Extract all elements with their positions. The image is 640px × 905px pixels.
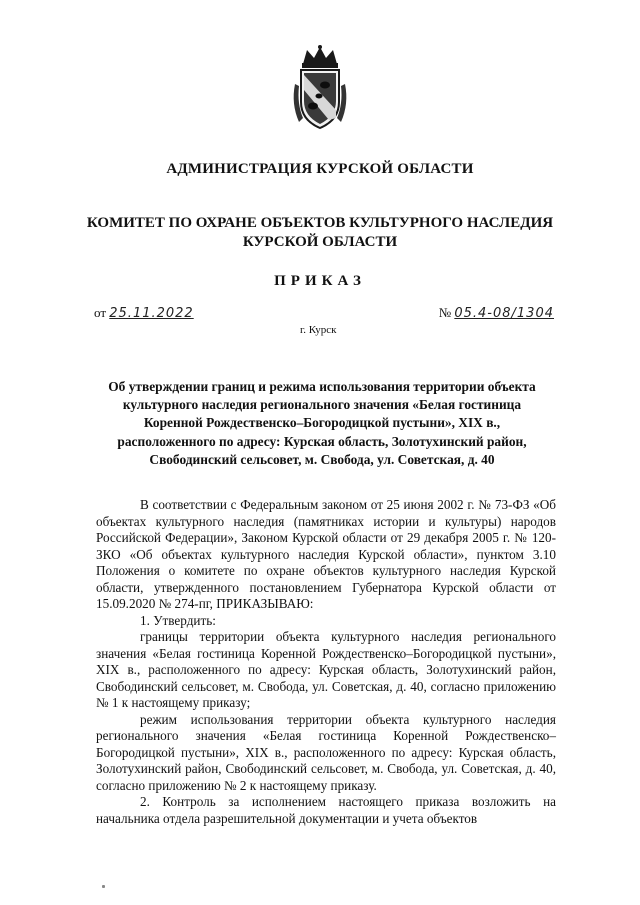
preamble-paragraph: В соответствии с Федеральным законом от 25 июня 2002 г. № 73-ФЗ «Об объектах культурного наследия (памятниках истории и культуры) народов Российской Федерации», Законом Курской области от 29 декабря 2005 г. № 120-ЗКО «Об объектах культурного наследия Курской области», пунктом 3.10 Положения о комитете по охране объектов культурного наследия Курской области, утвержденного постановлением Губернатора Курской области от 15.09.2020 № 274-пг, ПРИКАЗЫВАЮ: xyxy=(96,497,556,611)
item-1a-paragraph: границы территории объекта культурного наследия регионального значения «Белая гостиница Коренной Рождественско–Богородицкой пустыни», XIX в., расположенного по адресу: Курская область, Золотухинский район, Свободинский сельсовет, м. Свобода, ул. Советская, д. 40, согласно приложению № 1 к настоящему приказу; xyxy=(96,629,556,710)
order-date xyxy=(94,305,194,321)
committee-heading xyxy=(0,214,640,252)
item-1-heading: 1. Утвердить: xyxy=(140,612,216,628)
city-label: г. Курск xyxy=(300,324,337,336)
committee-heading-line1: КОМИТЕТ ПО ОХРАНЕ ОБЪЕКТОВ КУЛЬТУРНОГО НАСЛЕДИЯ xyxy=(86,215,554,231)
number-prefix: № xyxy=(438,305,452,320)
order-body xyxy=(96,497,556,827)
date-prefix: от xyxy=(94,305,107,320)
subject-line: расположенного по адресу: Курская область, Золотухинский район, xyxy=(117,433,527,449)
document-type-title: ПРИКАЗ xyxy=(274,273,366,289)
scan-speck xyxy=(102,885,105,888)
item-2-paragraph: 2. Контроль за исполнением настоящего приказа возложить на начальника отдела разрешительной документации и учета объектов xyxy=(96,794,556,826)
subject-line: Коренной Рождественско–Богородицкой пустыни», XIX в., xyxy=(143,415,501,431)
committee-heading-line2: КУРСКОЙ ОБЛАСТИ xyxy=(242,234,398,250)
subject-line: культурного наследия регионального значения «Белая гостиница xyxy=(122,397,522,413)
administration-heading: АДМИНИСТРАЦИЯ КУРСКОЙ ОБЛАСТИ xyxy=(166,161,474,177)
subject-line: Об утверждении границ и режима использования территории объекта xyxy=(108,379,536,394)
subject-line: Свободинский сельсовет, м. Свобода, ул. Советская, д. 40 xyxy=(149,451,495,467)
order-number xyxy=(439,305,554,321)
item-1b-paragraph: режим использования территории объекта культурного наследия регионального значения «Белая гостиница Коренной Рождественско–Богородицкой пустыни», XIX в., расположенного по адресу: Курская область, Золотухинский район, Свободинский сельсовет, м. Свобода, ул. Советская, д. 40, согласно приложению № 2 к настоящему приказу. xyxy=(96,711,556,793)
number-handwritten: 05.4-08/1304 xyxy=(454,306,554,321)
order-subject xyxy=(88,378,556,469)
date-handwritten: 25.11.2022 xyxy=(109,306,194,321)
coat-of-arms-emblem xyxy=(289,44,351,132)
